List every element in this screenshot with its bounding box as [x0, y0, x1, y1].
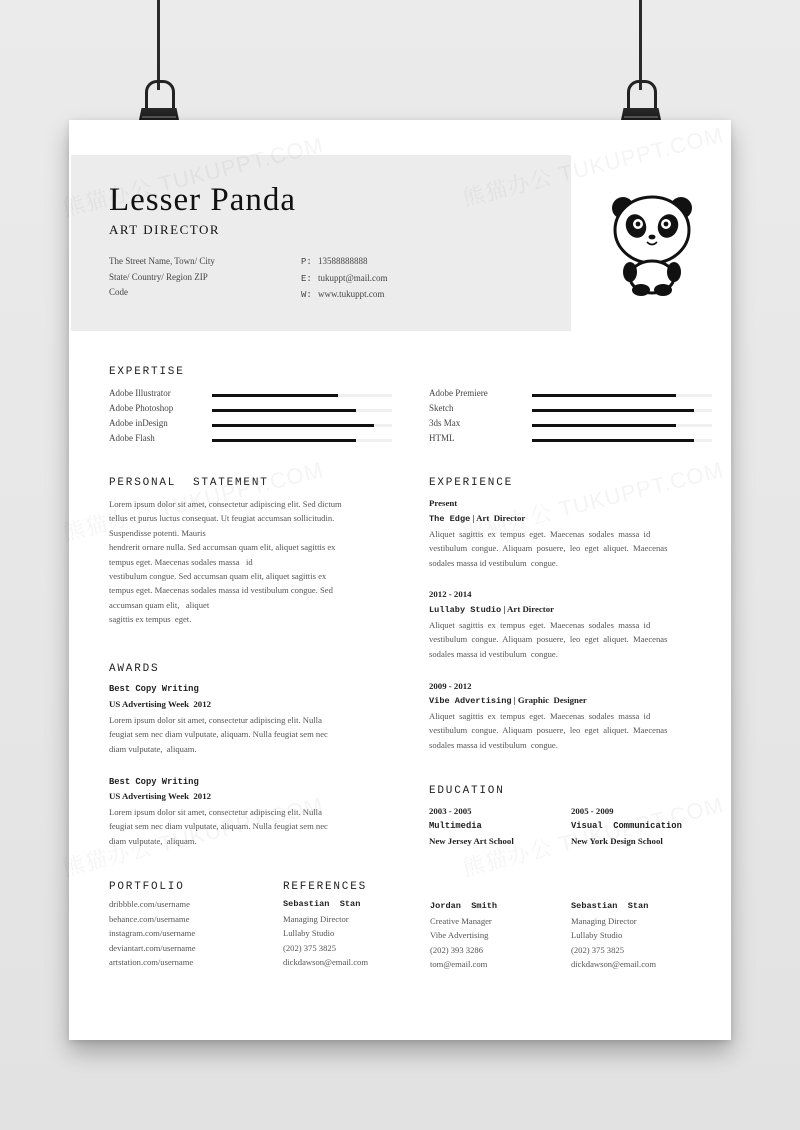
reference-role: Managing Director [571, 915, 637, 926]
experience-description [429, 709, 697, 752]
experience-company: The Edge [429, 514, 471, 524]
text-line: sodales massa id vestibulum congue. [429, 557, 558, 568]
resume-paper [69, 120, 731, 1040]
portfolio-links [109, 897, 196, 970]
portfolio-link[interactable]: artstation.com/username [109, 957, 194, 968]
experience-role: | Art Director [472, 513, 526, 523]
text-line: Aliquet sagittis ex tempus eget. Maecenas sodales massa id [429, 620, 651, 630]
experience-title [429, 604, 554, 615]
text-line: vestibulum congue. Aliquam posuere, leo eget aliquet. Maecenas [429, 725, 668, 736]
email-key: E: [301, 273, 312, 284]
award-event: US Advertising Week 2012 [109, 699, 211, 709]
experience-description [429, 527, 697, 570]
email-row [301, 271, 388, 288]
award-description [109, 713, 379, 756]
portfolio-link[interactable]: behance.com/username [109, 913, 190, 924]
reference-name: Jordan Smith [430, 901, 498, 911]
candidate-name: Lesser Panda [109, 182, 297, 218]
reference-name: Sebastian Stan [571, 901, 649, 911]
references-heading: REFERENCES [283, 881, 368, 893]
skill-label: 3ds Max [429, 418, 461, 428]
education-school: New York Design School [571, 836, 663, 846]
text-line: tempus eget. Maecenas sodales massa id vestibulum congue. Sed [109, 585, 333, 596]
award-name: Best Copy Writing [109, 684, 199, 694]
skill-label: Adobe Flash [109, 433, 155, 443]
skill-label: Adobe inDesign [109, 418, 168, 428]
website-key: W: [301, 290, 312, 300]
email-value: tukuppt@mail.com [318, 272, 388, 283]
awards-heading: AWARDS [109, 663, 160, 675]
experience-period: Present [429, 498, 458, 508]
phone-value: 13588888888 [318, 256, 368, 266]
text-line: sodales massa id vestibulum congue. [429, 648, 558, 659]
skill-bar [532, 394, 712, 397]
website-value: www.tukuppt.com [318, 289, 385, 299]
reference-email[interactable]: dickdawson@email.com [283, 957, 368, 968]
text-line: vestibulum congue. Aliquam posuere, leo eget aliquet. Maecenas [429, 634, 668, 645]
experience-title [429, 513, 525, 524]
skill-label: Sketch [429, 403, 454, 413]
skill-bar [532, 409, 712, 412]
experience-company: Lullaby Studio [429, 605, 502, 615]
education-period: 2003 - 2005 [429, 806, 472, 816]
education-school: New Jersey Art School [429, 836, 514, 846]
panda-avatar-icon [609, 192, 695, 296]
text-line: sodales massa id vestibulum congue. [429, 739, 558, 750]
text-line: Lorem ipsum dolor sit amet, consectetur adipiscing elit. Nulla [109, 807, 322, 817]
address-line: The Street Name, Town/ City [109, 256, 215, 266]
phone-row [301, 254, 388, 271]
address-line: Code [109, 287, 128, 297]
text-line: tellus et purus luctus consequat. Ut feugiat accumsan sollicitudin. [109, 513, 335, 524]
hanging-wire-right [639, 0, 642, 90]
experience-title [429, 695, 587, 706]
reference-email[interactable]: dickdawson@email.com [571, 959, 656, 970]
experience-role: | Art Director [503, 604, 555, 614]
reference-company: Vibe Advertising [430, 930, 489, 941]
personal-statement-heading: PERSONAL STATEMENT [109, 477, 269, 489]
reference-company: Lullaby Studio [283, 928, 335, 939]
skill-label: Adobe Photoshop [109, 403, 174, 413]
education-field: Visual Communication [571, 821, 682, 831]
website-row [301, 287, 388, 304]
skill-bar [212, 394, 392, 397]
skill-bar [532, 439, 712, 442]
experience-description [429, 618, 697, 661]
reference-phone: (202) 393 3286 [430, 944, 483, 955]
reference-email[interactable]: tom@email.com [430, 959, 488, 970]
text-line: diam vulputate, aliquam. [109, 743, 197, 754]
text-line: Lorem ipsum dolor sit amet, consectetur adipiscing elit. Nulla [109, 715, 322, 725]
reference-company: Lullaby Studio [571, 930, 623, 941]
experience-heading: EXPERIENCE [429, 477, 514, 489]
skill-label: Adobe Premiere [429, 388, 488, 398]
portfolio-link[interactable]: instagram.com/username [109, 928, 196, 939]
text-line: Aliquet sagittis ex tempus eget. Maecenas sodales massa id [429, 711, 651, 721]
hanging-wire-left [157, 0, 160, 90]
skill-bar [212, 424, 392, 427]
candidate-role: ART DIRECTOR [109, 222, 220, 237]
portfolio-link[interactable]: deviantart.com/username [109, 942, 196, 953]
education-heading: EDUCATION [429, 785, 505, 797]
experience-company: Vibe Advertising [429, 696, 512, 706]
portfolio-link[interactable]: dribbble.com/username [109, 899, 190, 909]
skill-bar [212, 439, 392, 442]
reference-role: Creative Manager [430, 915, 492, 926]
reference-role: Managing Director [283, 913, 349, 924]
skill-bar [532, 424, 712, 427]
phone-key: P: [301, 257, 312, 267]
text-line: Lorem ipsum dolor sit amet, consectetur adipiscing elit. Sed dictum [109, 499, 342, 509]
text-line: Aliquet sagittis ex tempus eget. Maecenas sodales massa id [429, 529, 651, 539]
text-line: Suspendisse potenti. Mauris [109, 527, 206, 538]
skill-label: Adobe Illustrator [109, 388, 171, 398]
experience-period: 2012 - 2014 [429, 589, 472, 599]
text-line: accumsan quam elit, aliquet [109, 599, 210, 610]
address-line: State/ Country/ Region ZIP [109, 271, 208, 282]
experience-period: 2009 - 2012 [429, 681, 472, 691]
skill-label: HTML [429, 433, 455, 443]
reference-card [283, 897, 368, 970]
portfolio-heading: PORTFOLIO [109, 881, 185, 893]
award-event: US Advertising Week 2012 [109, 791, 211, 801]
reference-card [571, 899, 656, 972]
text-line: feugiat sem nec diam vulputate, aliquam. Nulla feugiat sem nec [109, 729, 328, 740]
education-field: Multimedia [429, 821, 482, 831]
text-line: vestibulum congue. Sed accumsan quam elit, aliquet sagittis ex [109, 571, 327, 582]
personal-statement-text [109, 497, 379, 627]
text-line: feugiat sem nec diam vulputate, aliquam. Nulla feugiat sem nec [109, 821, 328, 832]
text-line: vestibulum congue. Aliquam posuere, leo eget aliquet. Maecenas [429, 543, 668, 554]
address-block [109, 254, 239, 301]
reference-name: Sebastian Stan [283, 899, 361, 909]
text-line: tempus eget. Maecenas sodales massa id [109, 556, 253, 567]
text-line: diam vulputate, aliquam. [109, 835, 197, 846]
award-description [109, 805, 379, 848]
contact-block [301, 254, 388, 304]
text-line: hendrerit ornare nulla. Sed accumsan quam elit, aliquet sagittis ex [109, 542, 336, 553]
award-name: Best Copy Writing [109, 777, 199, 787]
education-period: 2005 - 2009 [571, 806, 614, 816]
reference-phone: (202) 375 3825 [571, 944, 624, 955]
reference-phone: (202) 375 3825 [283, 942, 336, 953]
reference-card [430, 899, 497, 972]
expertise-heading: EXPERTISE [109, 366, 185, 378]
experience-role: | Graphic Designer [513, 695, 587, 705]
text-line: sagittis ex tempus eget. [109, 614, 192, 625]
skill-bar [212, 409, 392, 412]
